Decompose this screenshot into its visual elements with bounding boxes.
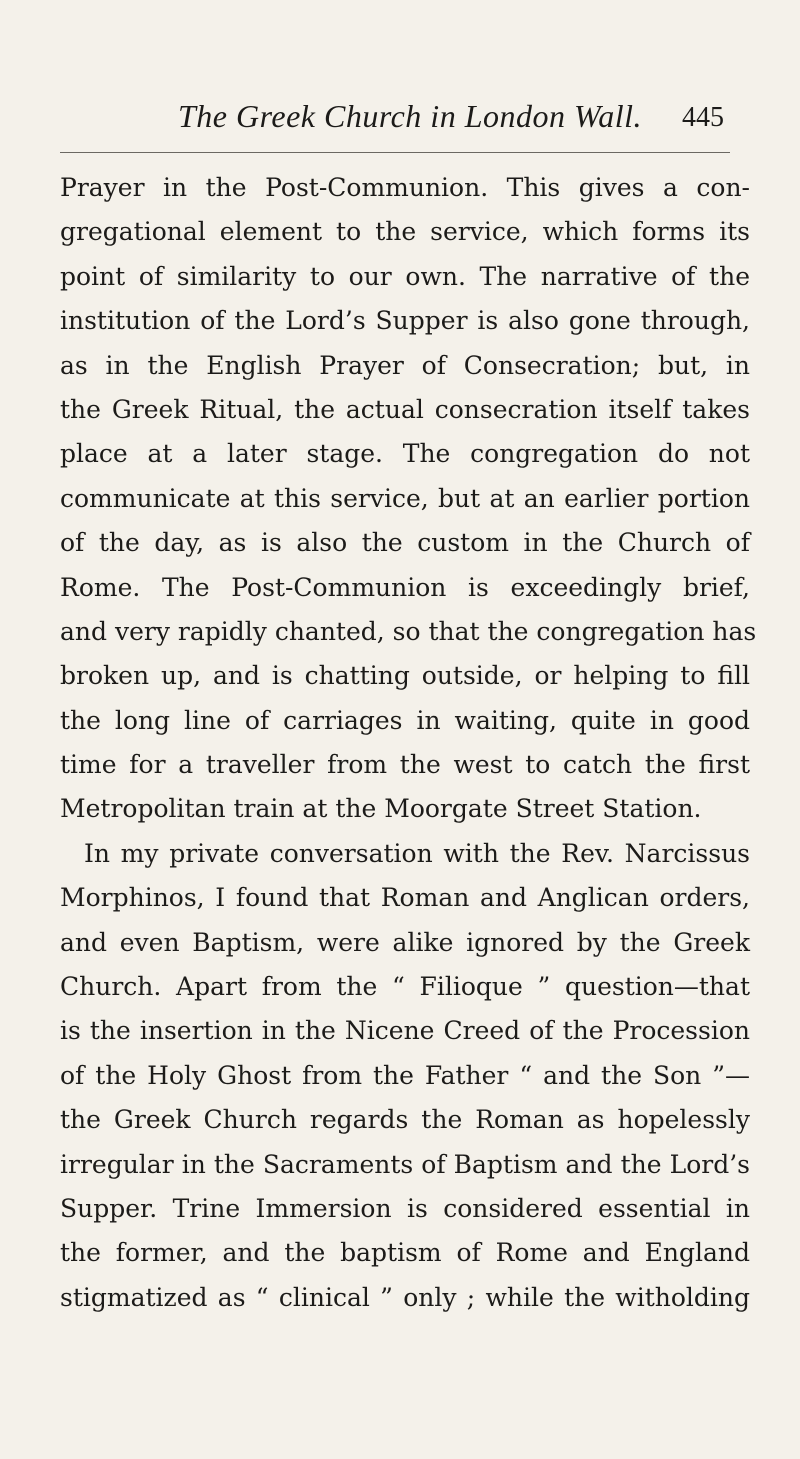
text-line: Church. Apart from the “ Filioque ” question—that	[60, 972, 750, 1002]
text-line: and very rapidly chanted, so that the congregation has	[60, 616, 757, 646]
text-line: gregational element to the service, which forms its	[60, 217, 750, 247]
text-line: stigmatized as “ clinical ” only ; while the witholding	[60, 1282, 750, 1312]
text-line: Prayer in the Post-Communion. This gives a con-	[60, 173, 750, 202]
text-line: Supper. Trine Immersion is considered essential in	[60, 1193, 750, 1223]
running-title: The Greek Church in London Wall.	[178, 98, 642, 134]
text-line: communicate at this service, but at an earlier portion	[60, 483, 750, 513]
running-head	[60, 90, 760, 150]
text-line: broken up, and is chatting outside, or helping to fill	[60, 661, 750, 691]
text-line: time for a traveller from the west to catch the first	[60, 750, 750, 780]
text-line: point of similarity to our own. The narrative of the	[60, 261, 750, 291]
page-number: 445	[682, 102, 724, 133]
text-line: irregular in the Sacraments of Baptism and the Lord’s	[60, 1149, 750, 1179]
text-line: of the day, as is also the custom in the Church of	[60, 528, 750, 558]
text-line: the long line of carriages in waiting, quite in good	[60, 705, 750, 735]
text-line: Morphinos, I found that Roman and Anglican orders,	[60, 883, 750, 913]
text-line: Rome. The Post-Communion is exceedingly brief,	[60, 572, 750, 602]
body-text	[60, 166, 757, 1320]
text-line: the former, and the baptism of Rome and England	[60, 1238, 750, 1268]
text-line: Metropolitan train at the Moorgate Street Station.	[60, 794, 702, 824]
text-line: as in the English Prayer of Consecration; but, in	[60, 350, 750, 380]
text-line: of the Holy Ghost from the Father “ and the Son ”—	[60, 1060, 750, 1090]
header-rule	[60, 152, 730, 153]
text-line: institution of the Lord’s Supper is also gone through,	[60, 306, 750, 336]
text-line: the Greek Church regards the Roman as hopelessly	[60, 1105, 750, 1135]
text-line: In my private conversation with the Rev. Narcissus	[84, 838, 750, 868]
text-line: is the insertion in the Nicene Creed of the Procession	[60, 1016, 750, 1046]
text-line: the Greek Ritual, the actual consecration itself takes	[60, 394, 750, 424]
text-line: and even Baptism, were alike ignored by the Greek	[60, 927, 750, 957]
text-line: place at a later stage. The congregation do not	[60, 439, 750, 469]
